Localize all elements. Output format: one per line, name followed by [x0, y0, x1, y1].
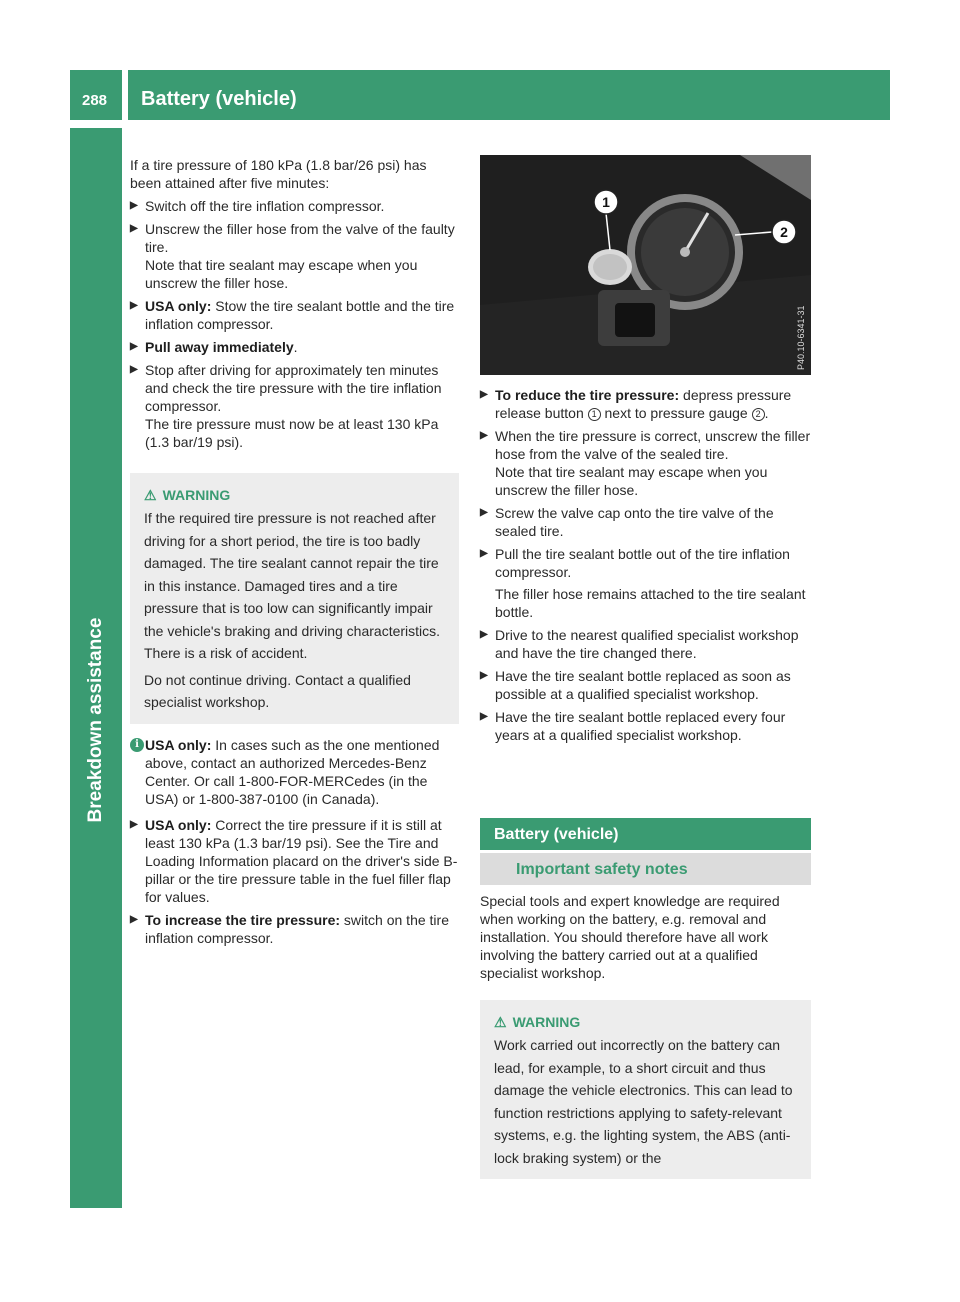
step-unscrew: ▶ Unscrew the filler hose from the valve of the faulty tire. Note that tire sealant may escape when you unscrew the filler hose.: [130, 221, 455, 291]
step-replace-every: ▶ Have the tire sealant bottle replaced every four years at a qualified specialist workshop.: [480, 709, 786, 743]
warning-box: [130, 473, 459, 724]
battery-warning-heading: ⚠ WARNING: [494, 1014, 581, 1030]
warning-advice: Do not continue driving. Contact a qualified specialist workshop.: [144, 671, 411, 710]
warning-heading: ⚠ WARNING: [144, 487, 231, 503]
warning-icon: ⚠: [144, 487, 157, 503]
callout-1: 1: [602, 194, 610, 210]
step-reduce: ▶ To reduce the tire pressure: depress pressure release button 1 next to pressure gauge 2 .: [480, 387, 792, 421]
page-number: 288: [82, 92, 108, 109]
step-pull-bottle: ▶ Pull the tire sealant bottle out of the tire inflation compressor. The filler hose remains attached to the tire sealant bottle.: [480, 546, 806, 620]
photo-code: P40.10-6341-31: [796, 305, 806, 370]
battery-warning-text: Work carried out incorrectly on the battery can lead, for example, to a short circuit and thus damage the vehicle electronics. This can lead to function restrictions applying to safety-relevant systems, e.g. the lighting system, the ABS (anti-lock braking system) or the: [494, 1037, 793, 1166]
step-stop: ▶ Stop after driving for approximately ten minutes and check the tire pressure with the tire inflation compressor. The tire pressure must now be at least 130 kPa (1.3 bar/19 psi).: [130, 362, 442, 450]
callout-2: 2: [780, 224, 788, 240]
ref-circle-1: 1: [588, 408, 601, 421]
safety-notes: [480, 892, 811, 1179]
step-replace-bottle: ▶ Have the tire sealant bottle replaced as soon as possible at a qualified specialist workshop.: [480, 668, 791, 702]
ref-circle-2: 2: [752, 408, 765, 421]
warning-text: If the required tire pressure is not reached after driving for a short period, the tire is too badly damaged. The tire sealant cannot repair the tire in this instance. Damaged tires and a tire pressure that is too low can significantly impair the vehicle's braking and driving characteristics. There is a risk of accident.: [144, 510, 441, 661]
compressor-photo: [480, 155, 811, 375]
sidebar-label: Breakdown assistance: [85, 617, 106, 823]
page-header: [128, 70, 890, 120]
step-drive-workshop: ▶ Drive to the nearest qualified specialist workshop and have the tire changed there.: [480, 627, 799, 661]
step-usa-correct: ▶ USA only: Correct the tire pressure if it is still at least 130 kPa (1.3 bar/19 psi). See the Tire and Loading Information placard on the driver's side B-pillar or the tire pressure table in the fuel filler flap for values.: [130, 816, 458, 905]
safety-text: Special tools and expert knowledge are required when working on the battery, e.g. removal and installation. You should therefore have all work involving the battery carried out at a qualified specialist workshop.: [480, 893, 780, 981]
subsection-heading: Important safety notes: [480, 853, 811, 885]
info-icon: i: [130, 738, 144, 752]
step-switch-off: ▶ Switch off the tire inflation compressor.: [130, 198, 385, 214]
page-number-box: [70, 70, 122, 120]
intro-text: If a tire pressure of 180 kPa (1.8 bar/26 psi) has been attained after five minutes:: [130, 157, 427, 191]
page-title: Battery (vehicle): [141, 88, 297, 110]
step-pull-away: ▶ Pull away immediately.: [130, 339, 298, 355]
step-unscrew-sealed: ▶ When the tire pressure is correct, unscrew the filler hose from the valve of the sealed tire. Note that tire sealant may escape when you unscrew the filler hose.: [480, 428, 811, 498]
left-column: [130, 156, 459, 947]
section-heading: Battery (vehicle): [480, 818, 811, 850]
step-usa-stow: ▶ USA only: Stow the tire sealant bottle and the tire inflation compressor.: [130, 298, 455, 332]
step-valve-cap: ▶ Screw the valve cap onto the tire valve of the sealed tire.: [480, 505, 774, 539]
right-column: [480, 386, 811, 744]
info-note: i USA only: In cases such as the one mentioned above, contact an authorized Mercedes-Benz Center. Or call 1-800-FOR-MERCedes (in the USA) or 1-800-387-0100 (in Canada).: [130, 736, 459, 808]
step-increase: ▶ To increase the tire pressure: switch on the tire inflation compressor.: [130, 911, 449, 946]
compressor-illustration: [480, 155, 811, 375]
warning-icon: ⚠: [494, 1014, 507, 1030]
battery-warning-box: [480, 1000, 811, 1179]
